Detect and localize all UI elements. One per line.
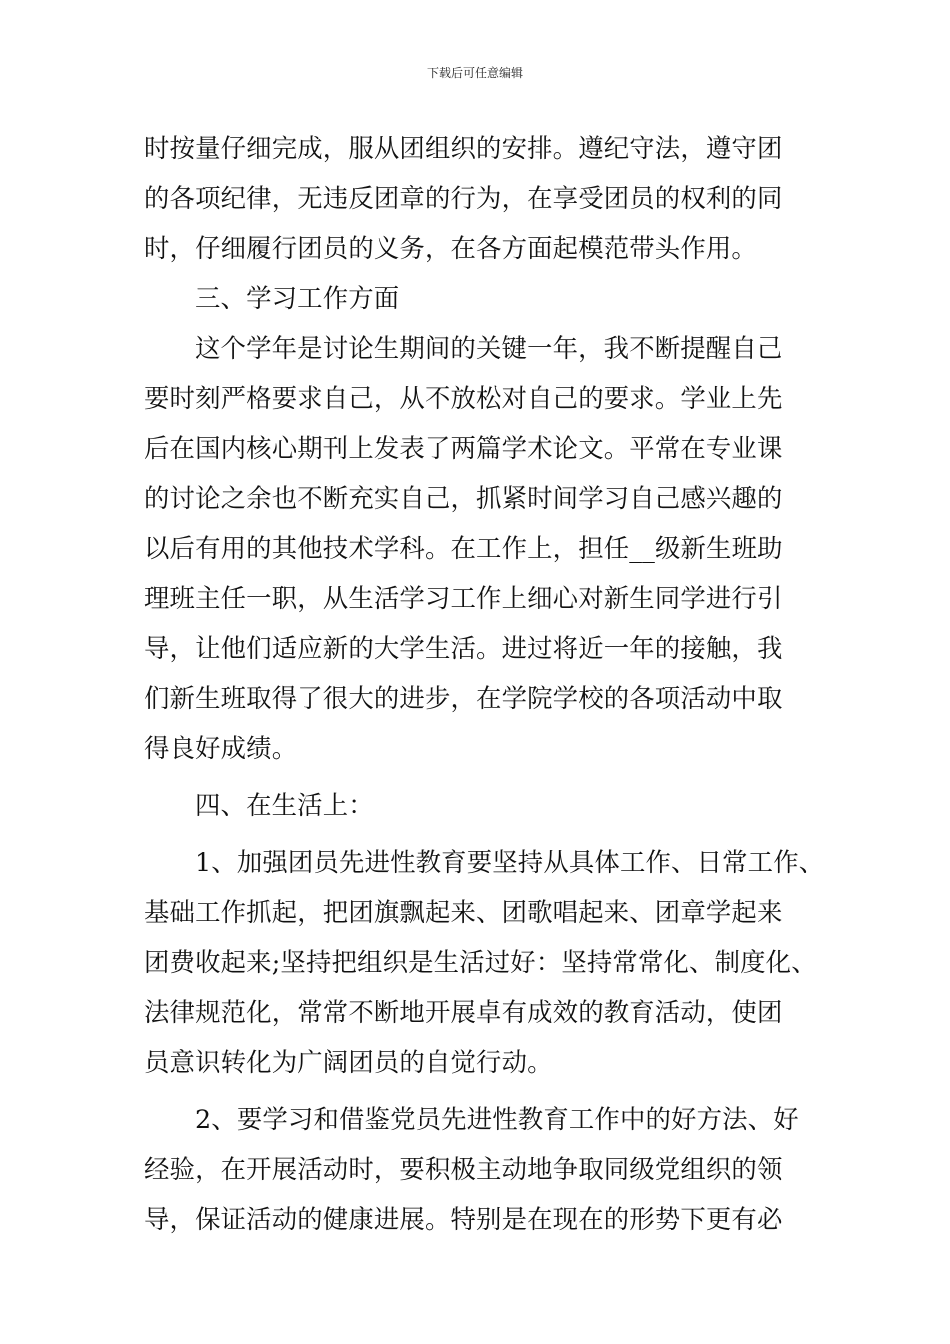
text-line: 要时刻严格要求自己，从不放松对自己的要求。学业上先 bbox=[144, 383, 783, 413]
text-line: 员意识转化为广阔团员的自觉行动。 bbox=[144, 1047, 553, 1077]
text-line: 以后有用的其他技术学科。在工作上，担任__级新生班助 bbox=[144, 533, 783, 563]
text-line: 得良好成绩。 bbox=[144, 733, 298, 763]
text-line: 基础工作抓起，把团旗飘起来、团歌唱起来、团章学起来 bbox=[144, 897, 783, 927]
text-line: 1、加强团员先进性教育要坚持从具体工作、日常工作、 bbox=[195, 847, 825, 877]
text-line: 的讨论之余也不断充实自己，抓紧时间学习自己感兴趣的 bbox=[144, 483, 783, 513]
text-line: 导，保证活动的健康进展。特别是在现在的形势下更有必 bbox=[144, 1204, 783, 1234]
text-line: 理班主任一职，从生活学习工作上细心对新生同学进行引 bbox=[144, 583, 783, 613]
text-line: 们新生班取得了很大的进步，在学院学校的各项活动中取 bbox=[144, 683, 783, 713]
text-line: 经验，在开展活动时，要积极主动地争取同级党组织的领 bbox=[144, 1154, 783, 1184]
text-line: 导，让他们适应新的大学生活。进过将近一年的接触，我 bbox=[144, 633, 783, 663]
text-line: 后在国内核心期刊上发表了两篇学术论文。平常在专业课 bbox=[144, 433, 783, 463]
text-line: 这个学年是讨论生期间的关键一年，我不断提醒自己 bbox=[195, 333, 783, 363]
text-line: 团费收起来;坚持把组织是生活过好：坚持常常化、制度化、 bbox=[144, 947, 817, 977]
text-line: 2、要学习和借鉴党员先进性教育工作中的好方法、好 bbox=[195, 1104, 799, 1134]
text-line: 的各项纪律，无违反团章的行为，在享受团员的权利的同 bbox=[144, 183, 783, 213]
text-line: 时按量仔细完成，服从团组织的安排。遵纪守法，遵守团 bbox=[144, 133, 783, 163]
page-header: 下载后可任意编辑 bbox=[426, 66, 523, 80]
body-text bbox=[144, 123, 834, 1244]
section-heading: 四、在生活上： bbox=[195, 790, 374, 820]
section-heading: 三、学习工作方面 bbox=[195, 283, 400, 313]
text-line: 法律规范化，常常不断地开展卓有成效的教育活动，使团 bbox=[144, 997, 783, 1027]
text-line: 时，仔细履行团员的义务，在各方面起模范带头作用。 bbox=[144, 233, 757, 263]
